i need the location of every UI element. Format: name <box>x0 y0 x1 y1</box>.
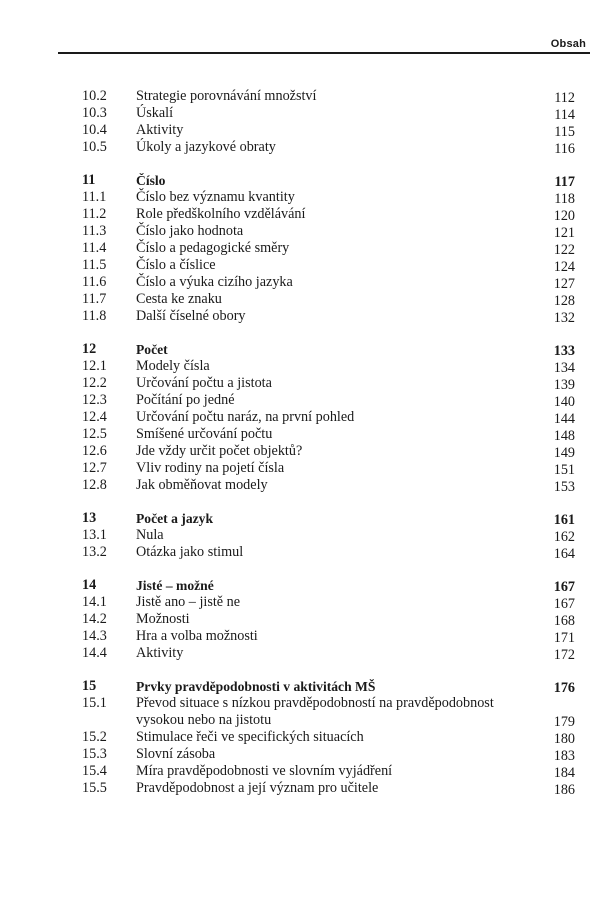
toc-entry-row <box>0 611 600 628</box>
toc-entry-title: Vliv rodiny na pojetí čísla <box>136 460 285 476</box>
toc-entry-title: Otázka jako stimul <box>136 544 244 560</box>
toc-entry-title: Slovní zásoba <box>136 746 216 762</box>
toc-entry-page: 117 <box>554 174 575 190</box>
toc-entry-page: 139 <box>553 377 575 393</box>
toc-entry-number: 12.2 <box>82 375 107 391</box>
toc-entry-title: Číslo jako hodnota <box>136 223 244 239</box>
toc-entry-page: 148 <box>553 428 575 444</box>
toc-entry-title: Modely čísla <box>136 358 210 374</box>
toc-entry-page: 112 <box>554 90 575 106</box>
toc-entry-title: Určování počtu naráz, na první pohled <box>136 409 355 425</box>
toc-entry-row <box>0 105 600 122</box>
toc-entry-row <box>0 628 600 645</box>
toc-entry-title: Strategie porovnávání množství <box>136 88 317 104</box>
toc-entry-page: 122 <box>553 242 575 258</box>
toc-entry-number: 10.2 <box>82 88 107 104</box>
toc-entry-number: 15.4 <box>82 763 107 779</box>
toc-entry-number: 11.8 <box>82 308 107 324</box>
toc-entry-row <box>0 257 600 274</box>
toc-entry-row <box>0 443 600 460</box>
toc-entry-number: 13 <box>82 510 97 526</box>
toc-entry-title: Počet a jazyk <box>136 511 214 526</box>
toc-entry-number: 15.1 <box>82 695 107 711</box>
toc-entry-row <box>0 274 600 291</box>
toc-entry-page: 162 <box>553 529 575 545</box>
toc-entry-page: 184 <box>553 765 575 781</box>
toc-entry-title: Aktivity <box>136 122 184 138</box>
toc-entry-page: 183 <box>553 748 575 764</box>
toc-entry-page: 124 <box>553 259 575 275</box>
toc-entry-number: 15 <box>82 678 97 694</box>
toc-entry-page: 128 <box>553 293 575 309</box>
toc-entry-number: 12 <box>82 341 97 357</box>
toc-entry-number: 15.3 <box>82 746 107 762</box>
toc-entry-page: 120 <box>553 208 575 224</box>
toc-entry-row <box>0 358 600 375</box>
toc-entry-title: Aktivity <box>136 645 184 661</box>
toc-entry-number: 12.8 <box>82 477 107 493</box>
toc-entry-page: 115 <box>554 124 575 140</box>
toc-entry-number: 10.3 <box>82 105 107 121</box>
toc-entry-number: 12.1 <box>82 358 107 374</box>
toc-entry-number: 10.4 <box>82 122 107 138</box>
toc-entry-row <box>0 291 600 308</box>
toc-entry-title: Číslo a číslice <box>136 257 216 273</box>
toc-chapter-row <box>0 341 600 358</box>
toc-entry-row <box>0 88 600 105</box>
toc-entry-page: 134 <box>553 360 575 376</box>
toc-entry-row <box>0 780 600 797</box>
toc-entry-row <box>0 460 600 477</box>
toc-entry-row <box>0 189 600 206</box>
toc-entry-row <box>0 695 600 729</box>
toc-entry-row <box>0 206 600 223</box>
toc-entry-title: Číslo a výuka cizího jazyka <box>136 274 293 290</box>
toc-entry-page: 153 <box>553 479 575 495</box>
toc-entry-page: 176 <box>553 680 575 696</box>
toc-entry-title: Pravděpodobnost a její význam pro učitele <box>136 780 379 796</box>
toc-entry-number: 12.7 <box>82 460 107 476</box>
toc-chapter-row <box>0 510 600 527</box>
toc-entry-title: Cesta ke znaku <box>136 291 222 307</box>
toc-entry-number: 11.5 <box>82 257 107 273</box>
toc-entry-number: 14.3 <box>82 628 107 644</box>
toc-entry-title: Počet <box>136 342 168 357</box>
toc-entry-page: 167 <box>553 579 575 595</box>
toc-entry-number: 12.3 <box>82 392 107 408</box>
toc-entry-title: Jde vždy určit počet objektů? <box>136 443 303 459</box>
toc-entry-title: Možnosti <box>136 611 190 627</box>
toc-entry-page: 149 <box>553 445 575 461</box>
toc-entry-number: 15.2 <box>82 729 107 745</box>
toc-entry-title: Převod situace s nízkou pravděpodobností na pravděpodobnost vysokou nebo na jistotu <box>136 695 494 728</box>
toc-entry-row <box>0 409 600 426</box>
toc-entry-title: Jak obměňovat modely <box>136 477 268 493</box>
toc-entry-row <box>0 527 600 544</box>
toc-entry-page: 180 <box>553 731 575 747</box>
toc-entry-title: Úskalí <box>136 105 174 121</box>
toc-entry-page: 140 <box>553 394 575 410</box>
toc-entry-title: Číslo a pedagogické směry <box>136 240 290 256</box>
toc-entry-row <box>0 240 600 257</box>
toc-entry-title: Určování počtu a jistota <box>136 375 272 391</box>
toc-entry-row <box>0 308 600 325</box>
toc-section <box>0 577 600 662</box>
toc-entry-number: 13.1 <box>82 527 107 543</box>
toc-entry-number: 14 <box>82 577 97 593</box>
toc-entry-page: 114 <box>554 107 575 123</box>
toc-entry-row <box>0 729 600 746</box>
toc-entry-title: Jisté – možné <box>136 578 214 593</box>
toc-entry-row <box>0 223 600 240</box>
toc-entry-title: Role předškolního vzdělávání <box>136 206 306 222</box>
table-of-contents <box>0 88 600 813</box>
toc-entry-number: 12.4 <box>82 409 107 425</box>
toc-entry-number: 11.4 <box>82 240 107 256</box>
toc-entry-title: Prvky pravděpodobnosti v aktivitách MŠ <box>136 679 376 694</box>
toc-section <box>0 678 600 797</box>
toc-entry-row <box>0 139 600 156</box>
toc-entry-page: 179 <box>553 714 575 730</box>
toc-entry-row <box>0 392 600 409</box>
toc-entry-page: 161 <box>553 512 575 528</box>
toc-entry-number: 11.7 <box>82 291 107 307</box>
toc-entry-row <box>0 763 600 780</box>
toc-entry-row <box>0 746 600 763</box>
toc-entry-title: Číslo bez významu kvantity <box>136 189 295 205</box>
toc-entry-number: 11.6 <box>82 274 107 290</box>
toc-entry-page: 116 <box>554 141 575 157</box>
toc-entry-number: 14.1 <box>82 594 107 610</box>
toc-entry-title: Smíšené určování počtu <box>136 426 273 442</box>
toc-chapter-row <box>0 172 600 189</box>
toc-entry-title: Další číselné obory <box>136 308 246 324</box>
toc-entry-title: Stimulace řeči ve specifických situacích <box>136 729 364 745</box>
toc-entry-row <box>0 594 600 611</box>
toc-entry-title: Míra pravděpodobnosti ve slovním vyjádření <box>136 763 393 779</box>
toc-section <box>0 88 600 156</box>
toc-chapter-row <box>0 577 600 594</box>
toc-entry-page: 133 <box>553 343 575 359</box>
toc-entry-row <box>0 544 600 561</box>
toc-entry-number: 12.6 <box>82 443 107 459</box>
toc-entry-number: 14.4 <box>82 645 107 661</box>
toc-entry-page: 151 <box>553 462 575 478</box>
toc-entry-page: 132 <box>553 310 575 326</box>
toc-entry-page: 144 <box>553 411 575 427</box>
toc-entry-number: 15.5 <box>82 780 107 796</box>
toc-entry-row <box>0 477 600 494</box>
toc-entry-title: Počítání po jedné <box>136 392 235 408</box>
toc-entry-number: 10.5 <box>82 139 107 155</box>
toc-entry-number: 11 <box>82 172 96 188</box>
toc-entry-row <box>0 645 600 662</box>
toc-entry-row <box>0 426 600 443</box>
toc-entry-page: 171 <box>553 630 575 646</box>
toc-entry-title: Číslo <box>136 173 166 188</box>
toc-section <box>0 341 600 494</box>
toc-section <box>0 510 600 561</box>
toc-entry-number: 11.3 <box>82 223 107 239</box>
toc-section <box>0 172 600 325</box>
toc-entry-number: 14.2 <box>82 611 107 627</box>
toc-entry-number: 11.2 <box>82 206 107 222</box>
toc-entry-title: Hra a volba možnosti <box>136 628 258 644</box>
toc-entry-number: 12.5 <box>82 426 107 442</box>
toc-chapter-row <box>0 678 600 695</box>
toc-entry-row <box>0 375 600 392</box>
toc-entry-row <box>0 122 600 139</box>
toc-entry-page: 164 <box>553 546 575 562</box>
toc-entry-page: 172 <box>553 647 575 663</box>
running-header-label: Obsah <box>550 38 586 50</box>
toc-entry-title: Nula <box>136 527 164 543</box>
toc-entry-page: 121 <box>553 225 575 241</box>
toc-entry-number: 11.1 <box>82 189 107 205</box>
toc-entry-page: 127 <box>553 276 575 292</box>
toc-entry-title: Úkoly a jazykové obraty <box>136 139 276 155</box>
toc-entry-page: 186 <box>553 782 575 798</box>
toc-entry-page: 168 <box>553 613 575 629</box>
toc-entry-title: Jistě ano – jistě ne <box>136 594 241 610</box>
toc-entry-number: 13.2 <box>82 544 107 560</box>
toc-entry-page: 118 <box>554 191 575 207</box>
toc-entry-page: 167 <box>553 596 575 612</box>
header-rule <box>58 52 590 54</box>
